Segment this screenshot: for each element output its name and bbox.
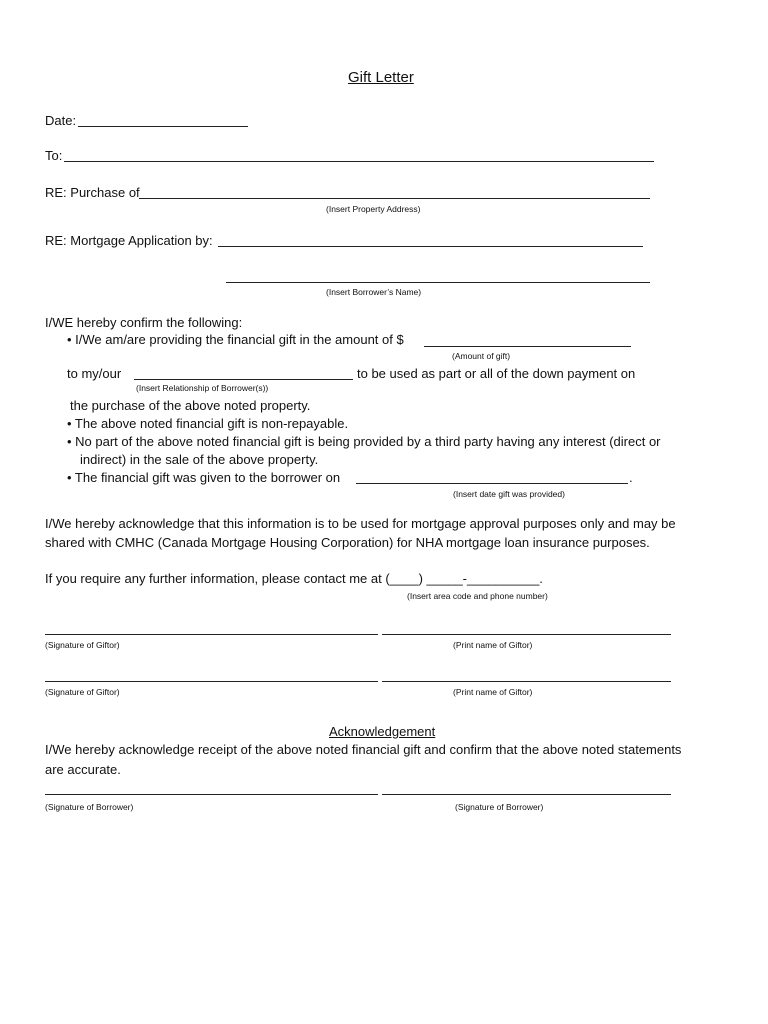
bullet-gift-amount-cont: the purchase of the above noted property. [70,398,311,413]
borrower-line-1[interactable] [218,246,643,247]
date-line[interactable] [78,126,248,127]
confirm-intro: I/WE hereby confirm the following: [45,315,243,330]
contact-hint: (Insert area code and phone number) [407,591,548,601]
giftor-signature-hint-1: (Signature of Giftor) [45,640,120,650]
acknowledgement-line-1: I/We hereby acknowledge receipt of the above noted financial gift and confirm that the above noted statements [45,742,682,757]
date-label: Date: [45,113,77,128]
to-my-our-label: to my/our [67,366,122,381]
property-address-hint: (Insert Property Address) [326,204,421,214]
gift-amount-line[interactable] [424,346,631,347]
borrower-signature-hint-2: (Signature of Borrower) [455,802,544,812]
acknowledgement-line-2: are accurate. [45,762,121,777]
relationship-hint: (Insert Relationship of Borrower(s)) [136,383,269,393]
amount-hint: (Amount of gift) [452,351,511,361]
cmhc-paragraph-line-2: shared with CMHC (Canada Mortgage Housing Corporation) for NHA mortgage loan insurance purposes. [45,535,650,550]
mortgage-label: RE: Mortgage Application by: [45,233,213,248]
gift-date-period: . [629,470,633,485]
borrower-signature-line-2[interactable] [382,794,671,795]
giftor-signature-line-1[interactable] [45,634,378,635]
contact-text: If you require any further information, please contact me at (____) _____-__________. [45,571,543,586]
giftor-print-name-hint-1: (Print name of Giftor) [453,640,533,650]
down-payment-text: to be used as part or all of the down payment on [357,366,636,381]
borrower-signature-line-1[interactable] [45,794,378,795]
bullet-gift-amount: • I/We am/are providing the financial gift in the amount of $ [67,332,404,347]
to-label: To: [45,148,63,163]
bullet-third-party-cont: indirect) in the sale of the above property. [80,452,319,467]
borrower-signature-hint-1: (Signature of Borrower) [45,802,134,812]
gift-date-line[interactable] [356,483,628,484]
bullet-gift-date: • The financial gift was given to the borrower on [67,470,341,485]
giftor-print-name-line-1[interactable] [382,634,671,635]
relationship-line[interactable] [134,379,353,380]
bullet-third-party: • No part of the above noted financial gift is being provided by a third party having any interest (direct or [67,434,661,449]
property-address-line[interactable] [139,198,650,199]
gift-date-hint: (Insert date gift was provided) [453,489,565,499]
giftor-signature-hint-2: (Signature of Giftor) [45,687,120,697]
borrower-name-hint: (Insert Borrower’s Name) [326,287,422,297]
bullet-non-repayable: • The above noted financial gift is non-repayable. [67,416,349,431]
borrower-line-2[interactable] [226,282,650,283]
giftor-print-name-hint-2: (Print name of Giftor) [453,687,533,697]
purchase-label: RE: Purchase of [45,185,140,200]
giftor-signature-line-2[interactable] [45,681,378,682]
to-line[interactable] [64,161,654,162]
giftor-print-name-line-2[interactable] [382,681,671,682]
document-title: Gift Letter [348,69,414,86]
cmhc-paragraph-line-1: I/We hereby acknowledge that this information is to be used for mortgage approval purposes only and may be [45,516,676,531]
acknowledgement-heading: Acknowledgement [329,724,436,739]
